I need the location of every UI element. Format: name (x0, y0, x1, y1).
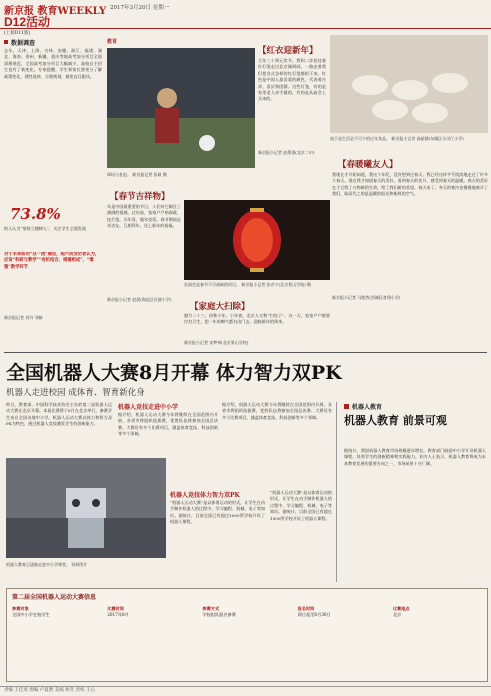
column-body-spring: 我现在才开始知道，我这个年纪，没有想到过春天。我已经这样平平淡淡地走过了许多个春天。现在我才知道春天的美好，看到春天的花开，感受到春天的温暖。春天的美好在于它给了万物新的生命，给了我们新的希望。春天来了，冬天的寒冷也慢慢地离开了我们，取而代之的是温暖的阳光和新鲜的空气。 (332, 172, 488, 197)
schedule-item-text: 2017年8月 (107, 612, 129, 618)
sidebar-divider (336, 402, 337, 582)
main-body-continued-2: “机器人运动大赛”是以体育运动的形式，让学生在动手制作机器人的过程中，学习编程、机械、电子等知识。据统计，目前全国已有超过1000所学校开设了机器人课程。 (270, 490, 332, 521)
sidebar-body: 据统计，我国机器人教育市场规模逐年增长。教育部门鼓励中小学开设机器人课程，培养学生的创新精神和实践能力。业内人士表示，机器人教育将成为未来教育发展的重要方向之一，市场前景十分广阔。 (344, 448, 486, 466)
column-title-family: 【家庭大扫除】 (190, 302, 250, 312)
dumplings-photo (330, 35, 488, 133)
left-quote: 对于未来如何“双一流”建设，超六成受访者认为，应该“科研与教学”“有机结合，相辅相成”，“增强”教学环节 (4, 252, 100, 270)
lantern-photo-art (184, 200, 330, 280)
sidebar-tag: 机器人教育 (352, 404, 383, 411)
masthead-brand: 新京报 教育WEEKLY (4, 6, 107, 17)
main-subhead-2: 机器人竞技体力智力双PK (170, 492, 240, 499)
main-deck: 机器人走进校园 成体育、智育新化身 (6, 388, 145, 398)
schedule-item (12, 606, 101, 676)
schedule-title: 第二届全国机器人运动大赛信息 (12, 594, 97, 601)
left-section-title: 数据调查 (11, 40, 36, 47)
lantern-caption: 宏丽会是春节不可或缺的项目。 新京报小记者 张亦宁(北京景山学校) 摄 (184, 282, 311, 287)
schedule-item (202, 606, 291, 676)
column-credit-spring: 新京报小记者 马皓然(西城区育翔小学) (332, 295, 401, 300)
continued-note: (上接D11版) (4, 31, 31, 36)
sidebar-title: 机器人教育 前景可观 (344, 414, 447, 427)
schedule-item (298, 606, 387, 676)
dumplings-photo-art (330, 35, 488, 133)
percent-caption: 的人认为“坚持立德树人”，关注学生全面发展 (4, 226, 86, 231)
main-body-continued: 据介绍，机器人运动大赛今年将继续在全国范围内开展，各省市将组织选拔赛，优胜队伍将参加全国总决赛。大赛设有多个比赛项目，涵盖体育竞技、科技创新等多个领域。 (222, 402, 332, 420)
masthead-date: 2017年3月20日 星期一 (110, 5, 170, 11)
column-title-spring: 【春暖曦友人】 (338, 160, 398, 170)
left-column-body: 去年，天津、上海、吉林、安徽、浙江、福建、湖北、海南、贵州、新疆、重庆等地高考加分项目全面清理规范，全国高考加分项目大幅减少，高校自主招生也有了新变化。专家提醒，学生和家长要充分了解政策变化，理性选择，合理规划，避免盲目跟风。 (4, 48, 102, 79)
masthead-bar (0, 14, 491, 29)
main-subhead-1: 机器人竞技走进中小学 (118, 404, 179, 411)
schedule-item-text: 即日起至6月30日 (297, 612, 331, 618)
column-body-mascot: 年是中国最重要的节日，人们对它倾注了满满的情感。过年前，家家户户贴春联，挂灯笼，买年货，做年夜饭。春节期间走亲访友，互相拜年，送上新年的祝福。 (107, 204, 181, 229)
column-body-red-lantern: 大年三十到元宵节，我和二伴侣挂着红灯笼走过北京城胡同。一路走着我们把各式各样的红灯笼都拍下来。红色是中国人最喜爱的颜色，代表着吉祥、喜庆和团圆。这些灯笼，有的是家里老人亲手做的，有的是从庙会上买来的。 (258, 58, 326, 102)
schedule-item-text: 北京 (392, 612, 402, 618)
main-headline: 全国机器人大赛8月开幕 体力智力双PK (6, 362, 342, 384)
column-credit-family: 新京报小记者 宋梦州(北京景山学校) (184, 340, 249, 345)
column-credit-mascot: 新京报小记者 赵晨(海淀区民族小学) (107, 297, 172, 302)
left-section-marker (4, 40, 8, 44)
schedule-item-label: 参赛方式 (202, 606, 220, 611)
section-divider (4, 352, 487, 353)
schedule-item (393, 606, 482, 676)
schedule-row (12, 606, 482, 676)
column-title-red-lantern: 【红衣迎新年】 (258, 46, 318, 56)
football-caption: 球场与老赵。 新京报记者 张硕 摄 (107, 172, 167, 177)
schedule-item (107, 606, 196, 676)
lantern-photo (184, 200, 330, 280)
schedule-item-label: 比赛时间 (107, 606, 124, 611)
footer-credits: 责编 王佳琦 图编 卢夏骋 美编 侯弈 责校 王心 (0, 686, 491, 696)
column-credit-red-lantern: 新京报小记者 赵墨翎(北京二中) (258, 150, 315, 155)
main-body-2: 据介绍，机器人运动大赛今年将继续在全国范围内开展，各省市将组织选拔赛，优胜队伍将参加全国总决赛。大赛设有多个比赛项目，涵盖体育竞技、科技创新等多个领域。 (118, 412, 218, 437)
column-body-family: 腊月二十三，俗称小年，小年夜，北京人又称“扫房子”。这一天，家家户户都要打扫卫生，把一年的晦气都扫出门去，迎接新年的到来。 (184, 313, 330, 325)
football-photo (107, 48, 255, 168)
section-tag-education: 教育 (107, 39, 118, 45)
main-body-1: 昨日，教育部、中国科学技术协会主办的第二届机器人运动大赛在北京开幕。本届比赛将于8月在北京举行，参赛学生来自全国各地中小学。机器人运动大赛以体力和智力双PK为特色，通过机器人竞技激发学生的创新能力。 (6, 402, 112, 427)
column-title-mascot: 【春节吉祥物】 (110, 192, 170, 202)
schedule-item-label: 报名时间 (297, 606, 315, 611)
dumplings-caption: 放于是生活必不可少的过年食品。 新京报小记者 高韶涵(东城区分司厅小学) (330, 136, 464, 141)
schedule-item-label: 参赛对象 (12, 606, 29, 611)
main-body-3: “机器人运动大赛”是以体育运动的形式，让学生在动手制作机器人的过程中，学习编程、机械、电子等知识。据统计，目前全国已有超过1000所学校开设了机器人课程。 (170, 500, 265, 525)
football-photo-art (107, 48, 255, 168)
schedule-item-text: 学校组队报名参赛 (202, 612, 236, 618)
schedule-item-label: 比赛地点 (392, 606, 410, 611)
sidebar-marker (344, 404, 349, 409)
schedule-item-text: 全国中小学在校学生 (12, 612, 50, 618)
page-label: D12活动 (4, 15, 51, 29)
left-credit: 新京报记者 刘丹 刘畅 (4, 315, 43, 320)
robot-photo-caption: 机器人教育正逐渐走进中小学课堂。 资料图片 (6, 562, 88, 567)
percent-figure: 73.8% (10, 205, 61, 223)
